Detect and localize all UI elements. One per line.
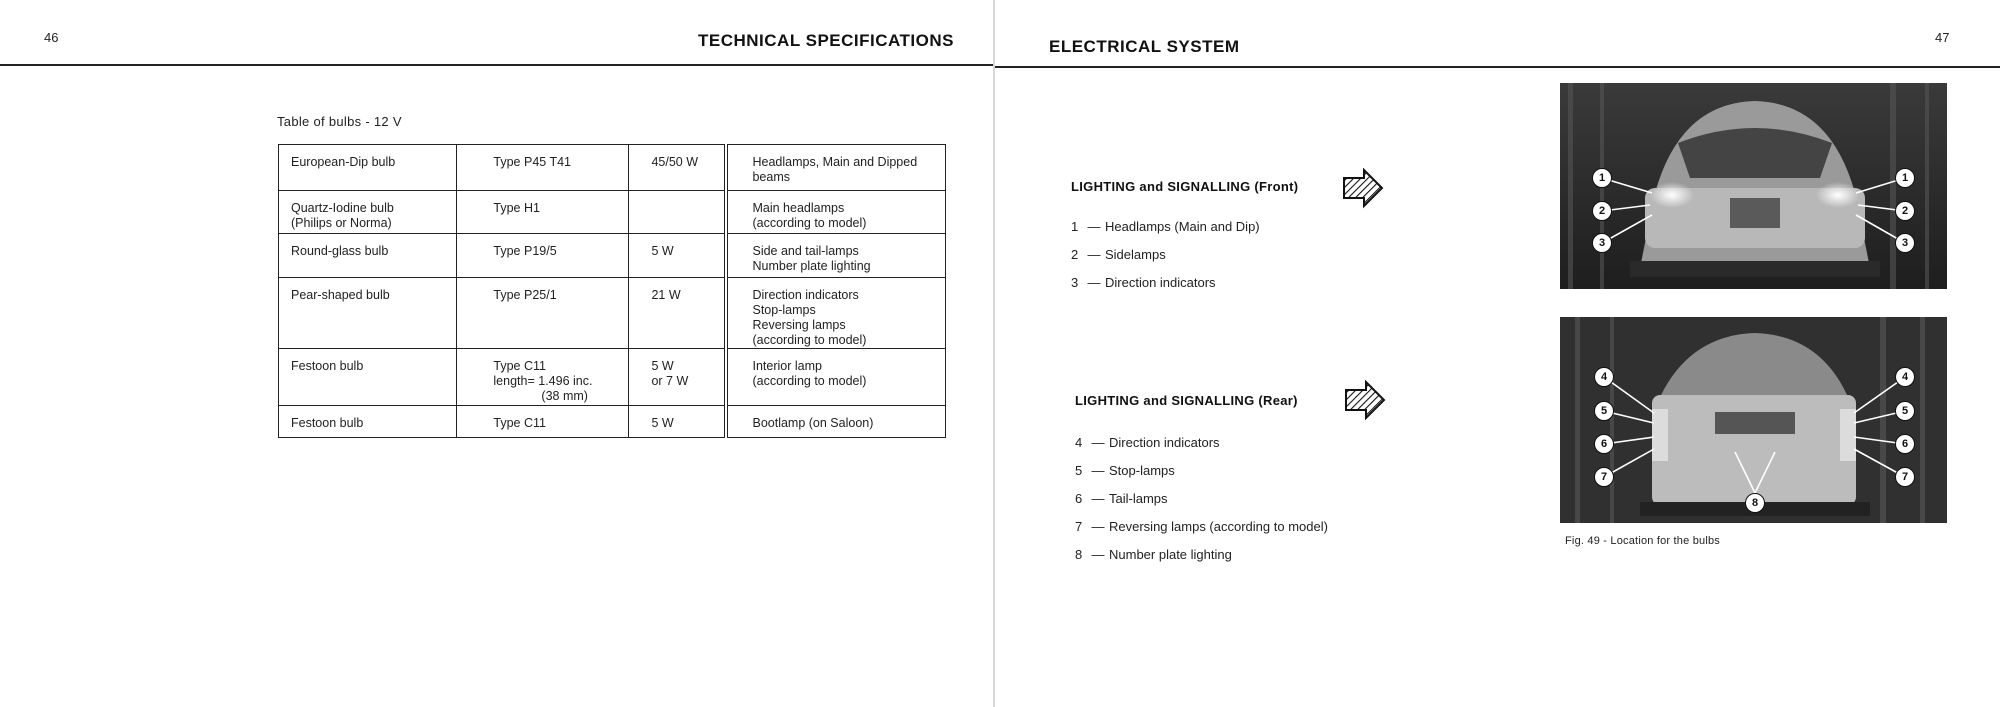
bulb-type-cell [457, 406, 629, 438]
callout-marker: 8 [1745, 493, 1765, 513]
right-page [995, 0, 2000, 707]
bulb-table [278, 144, 946, 438]
table-cell-line: Round-glass bulb [291, 244, 389, 258]
legend-label: Reversing lamps (according to model) [1109, 519, 1328, 534]
table-cell-line: Type C11 [493, 416, 546, 430]
bulb-use-cell [726, 191, 945, 234]
bulb-table-body [279, 145, 946, 438]
callout-marker: 5 [1895, 401, 1915, 421]
table-cell-line: Type P19/5 [493, 244, 557, 258]
legend-dash: — [1087, 219, 1101, 234]
callout-marker: 6 [1594, 434, 1614, 454]
table-cell-line: (according to model) [752, 374, 867, 388]
figure-caption: Fig. 49 - Location for the bulbs [1565, 535, 1720, 547]
bulb-name-cell [279, 406, 457, 438]
table-row [279, 349, 946, 406]
front-section-title: LIGHTING and SIGNALLING (Front) [1071, 179, 1299, 194]
legend-dash: — [1087, 247, 1101, 262]
bulb-power-cell [629, 406, 727, 438]
bulb-type-cell [457, 278, 629, 349]
bulb-type-cell [457, 234, 629, 278]
callout-marker: 7 [1594, 467, 1614, 487]
table-cell-line: Interior lamp [752, 359, 822, 373]
legend-number: 1 [1071, 219, 1079, 234]
table-cell-line: Quartz-Iodine bulb [291, 201, 394, 215]
legend-item [1071, 213, 1260, 241]
bulb-use-cell [726, 349, 945, 406]
table-cell-line: Bootlamp (on Saloon) [752, 416, 874, 430]
table-cell-line: European-Dip bulb [291, 155, 396, 169]
table-caption: Table of bulbs - 12 V [277, 114, 402, 129]
table-cell-line: (38 mm) [541, 389, 588, 403]
front-legend-list [1071, 213, 1260, 297]
table-row [279, 406, 946, 438]
legend-number: 4 [1075, 435, 1083, 450]
legend-label: Tail-lamps [1109, 491, 1168, 506]
hatched-arrow-icon [1342, 168, 1384, 210]
front-car-photo [1560, 83, 1947, 289]
table-cell-line: Direction indicators [752, 288, 859, 302]
table-cell-line: 5 W [651, 244, 674, 258]
header-rule [0, 64, 993, 66]
table-cell-line: or 7 W [651, 374, 689, 388]
left-page [0, 0, 993, 707]
bulb-use-cell [726, 406, 945, 438]
legend-number: 6 [1075, 491, 1083, 506]
legend-label: Stop-lamps [1109, 463, 1175, 478]
table-row [279, 191, 946, 234]
callout-marker: 5 [1594, 401, 1614, 421]
bulb-name-cell [279, 349, 457, 406]
bulb-power-cell [629, 278, 727, 349]
page-header-title: TECHNICAL SPECIFICATIONS [698, 31, 954, 50]
table-cell-line: Headlamps, Main and Dipped [752, 155, 918, 169]
table-cell-line: Number plate lighting [752, 259, 871, 273]
legend-number: 8 [1075, 547, 1083, 562]
legend-label: Number plate lighting [1109, 547, 1232, 562]
legend-number: 7 [1075, 519, 1083, 534]
legend-item [1075, 457, 1328, 485]
legend-number: 3 [1071, 275, 1079, 290]
header-rule-right [995, 66, 2000, 68]
callout-marker: 3 [1895, 233, 1915, 253]
page-header-title-right: ELECTRICAL SYSTEM [1049, 37, 1240, 56]
legend-dash: — [1091, 491, 1105, 506]
table-cell-line: 5 W [651, 359, 674, 373]
page-number: 46 [44, 30, 59, 45]
callout-marker: 2 [1895, 201, 1915, 221]
legend-dash: — [1087, 275, 1101, 290]
bulb-name-cell [279, 278, 457, 349]
legend-label: Direction indicators [1109, 435, 1220, 450]
legend-label: Sidelamps [1105, 247, 1166, 262]
hatched-arrow-icon [1344, 380, 1386, 422]
table-cell-line: length= 1.496 inc. [493, 374, 593, 388]
bulb-power-cell [629, 234, 727, 278]
bulb-use-cell [726, 145, 945, 191]
bulb-power-cell [629, 191, 727, 234]
table-row [279, 278, 946, 349]
bulb-name-cell [279, 234, 457, 278]
callout-marker: 6 [1895, 434, 1915, 454]
table-cell-line: Type P25/1 [493, 288, 557, 302]
legend-dash: — [1091, 547, 1105, 562]
rear-legend-list [1075, 429, 1328, 569]
bulb-type-cell [457, 191, 629, 234]
callout-marker: 3 [1592, 233, 1612, 253]
bulb-use-cell [726, 234, 945, 278]
table-cell-line: Type H1 [493, 201, 540, 215]
table-cell-line: Stop-lamps [752, 303, 816, 317]
legend-dash: — [1091, 463, 1105, 478]
callout-marker: 7 [1895, 467, 1915, 487]
table-cell-line: Festoon bulb [291, 416, 364, 430]
table-cell-line: Side and tail-lamps [752, 244, 859, 258]
legend-item [1071, 269, 1260, 297]
callout-marker: 2 [1592, 201, 1612, 221]
legend-number: 2 [1071, 247, 1079, 262]
table-cell-line: 5 W [651, 416, 674, 430]
bulb-type-cell [457, 349, 629, 406]
bulb-use-cell [726, 278, 945, 349]
table-row [279, 234, 946, 278]
table-cell-line: (according to model) [752, 333, 867, 347]
table-cell-line: (Philips or Norma) [291, 216, 392, 230]
bulb-name-cell [279, 191, 457, 234]
legend-dash: — [1091, 435, 1105, 450]
table-cell-line: Reversing lamps [752, 318, 846, 332]
bulb-power-cell [629, 145, 727, 191]
callout-marker: 4 [1594, 367, 1614, 387]
legend-dash: — [1091, 519, 1105, 534]
callout-marker: 4 [1895, 367, 1915, 387]
table-cell-line: Pear-shaped bulb [291, 288, 390, 302]
table-cell-line: Festoon bulb [291, 359, 364, 373]
legend-item [1075, 485, 1328, 513]
rear-section-title: LIGHTING and SIGNALLING (Rear) [1075, 393, 1298, 408]
table-cell-line: beams [752, 170, 791, 184]
callout-marker: 1 [1592, 168, 1612, 188]
legend-label: Headlamps (Main and Dip) [1105, 219, 1260, 234]
legend-item [1075, 541, 1328, 569]
table-cell-line: 21 W [651, 288, 681, 302]
legend-label: Direction indicators [1105, 275, 1216, 290]
legend-item [1075, 513, 1328, 541]
legend-item [1071, 241, 1260, 269]
legend-item [1075, 429, 1328, 457]
table-cell-line: (according to model) [752, 216, 867, 230]
bulb-type-cell [457, 145, 629, 191]
table-cell-line: Type C11 [493, 359, 546, 373]
bulb-name-cell [279, 145, 457, 191]
table-cell-line: Type P45 T41 [493, 155, 572, 169]
callout-marker: 1 [1895, 168, 1915, 188]
table-row [279, 145, 946, 191]
rear-car-photo [1560, 317, 1947, 523]
table-cell-line: Main headlamps [752, 201, 845, 215]
bulb-power-cell [629, 349, 727, 406]
page-number-right: 47 [1935, 30, 1950, 45]
legend-number: 5 [1075, 463, 1083, 478]
table-cell-line: 45/50 W [651, 155, 698, 169]
